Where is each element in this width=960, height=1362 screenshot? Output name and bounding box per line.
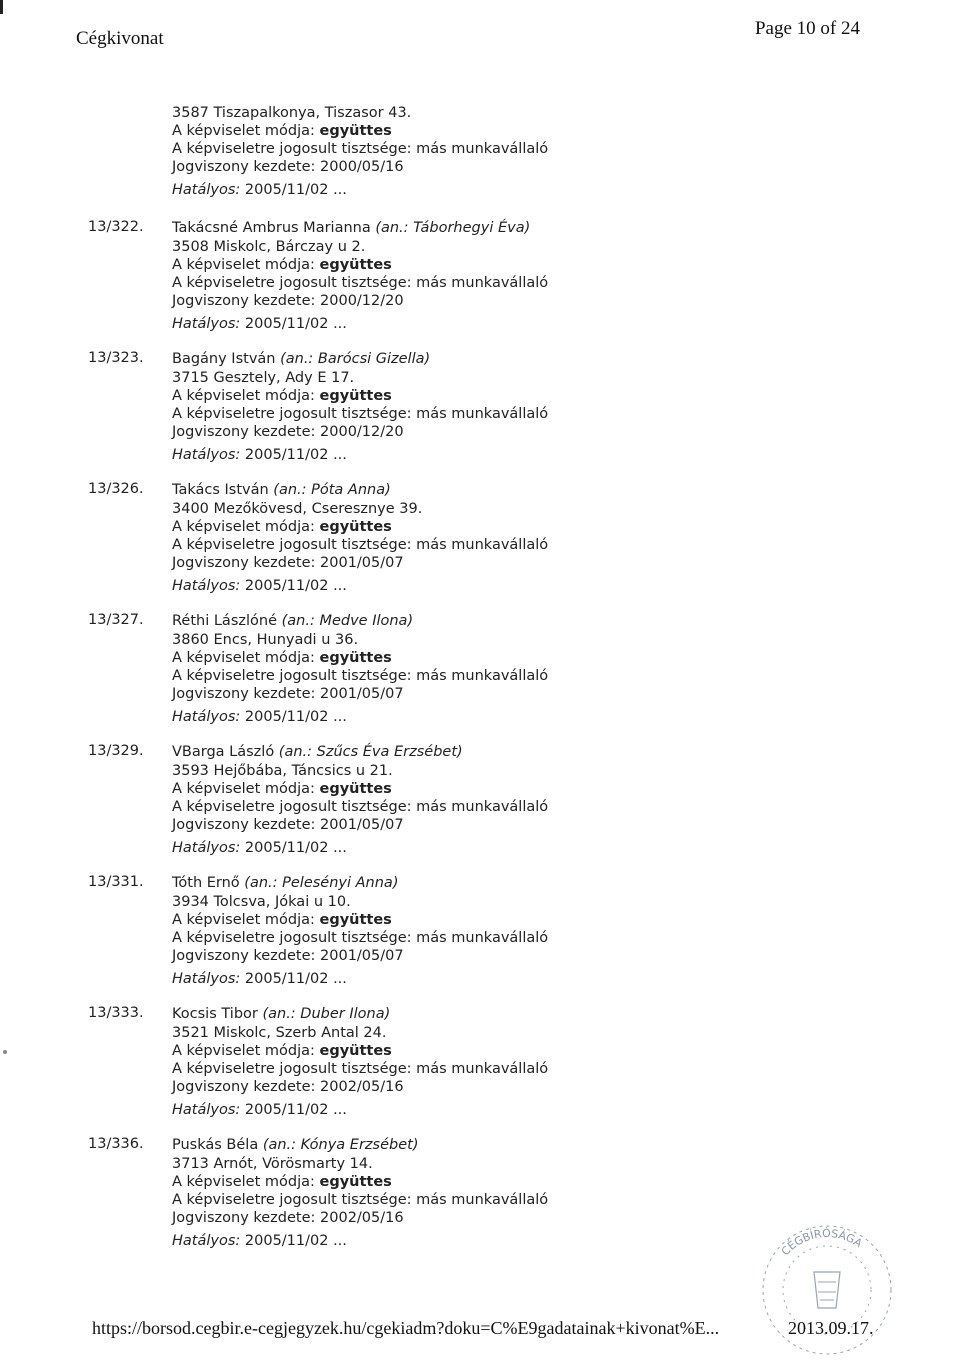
representation-mode: A képviselet módja: együttes [172, 781, 392, 797]
entry-number: 13/329. [88, 743, 144, 759]
entitled-position: A képviseletre jogosult tisztsége: más munkavállaló [172, 141, 549, 157]
representation-mode-value: együttes [319, 519, 392, 535]
scan-speck [3, 1050, 7, 1054]
valid-from: Hatályos: 2005/11/02 ... [172, 578, 347, 594]
entry-number: 13/336. [88, 1136, 144, 1152]
entry-number: 13/333. [88, 1005, 144, 1021]
representation-mode: A képviselet módja: együttes [172, 650, 392, 666]
representation-mode-value: együttes [319, 1043, 392, 1059]
person-line [172, 1005, 548, 1023]
mother-name: (an.: Pelesényi Anna) [244, 875, 399, 891]
valid-from: Hatályos: 2005/11/02 ... [172, 316, 347, 332]
valid-from: Hatályos: 2005/11/02 ... [172, 447, 347, 463]
employment-start: Jogviszony kezdete: 2000/12/20 [172, 293, 404, 309]
address: 3593 Hejőbába, Táncsics u 21. [172, 763, 393, 779]
entry-details [172, 743, 548, 857]
representation-mode: A képviselet módja: együttes [172, 519, 392, 535]
person-name: Bagány István [172, 351, 276, 367]
representation-mode-value: együttes [319, 388, 392, 404]
representation-mode: A képviselet módja: együttes [172, 1043, 392, 1059]
address: 3400 Mezőkövesd, Cseresznye 39. [172, 501, 423, 517]
representation-mode-value: együttes [319, 123, 392, 139]
entitled-position: A képviseletre jogosult tisztsége: más munkavállaló [172, 1061, 549, 1077]
employment-start: Jogviszony kezdete: 2000/12/20 [172, 424, 404, 440]
entry-number: 13/331. [88, 874, 144, 890]
employment-start: Jogviszony kezdete: 2001/05/07 [172, 948, 404, 964]
employment-start: Jogviszony kezdete: 2001/05/07 [172, 555, 404, 571]
entitled-position: A képviseletre jogosult tisztsége: más munkavállaló [172, 930, 549, 946]
address: 3508 Miskolc, Bárczay u 2. [172, 239, 366, 255]
mother-name: (an.: Barócsi Gizella) [280, 351, 431, 367]
representation-mode-value: együttes [319, 1174, 392, 1190]
person-line [172, 743, 548, 761]
entitled-position: A képviseletre jogosult tisztsége: más munkavállaló [172, 537, 549, 553]
representation-mode: A képviselet módja: együttes [172, 123, 392, 139]
entry-number: 13/326. [88, 481, 144, 497]
entry-details [172, 481, 548, 595]
continued-entry [172, 104, 548, 199]
person-line [172, 1136, 548, 1154]
employment-start: Jogviszony kezdete: 2002/05/16 [172, 1210, 404, 1226]
employment-start: Jogviszony kezdete: 2001/05/07 [172, 817, 404, 833]
person-line [172, 219, 548, 237]
representation-mode: A képviselet módja: együttes [172, 1174, 392, 1190]
entitled-position: A képviseletre jogosult tisztsége: más munkavállaló [172, 406, 549, 422]
document-title: Cégkivonat [76, 28, 164, 49]
address: 3860 Encs, Hunyadi u 36. [172, 632, 359, 648]
print-date: 2013.09.17. [788, 1318, 874, 1338]
entitled-position: A képviseletre jogosult tisztsége: más munkavállaló [172, 1192, 549, 1208]
representation-mode-value: együttes [319, 912, 392, 928]
mother-name: (an.: Táborhegyi Éva) [375, 220, 531, 236]
entry-number: 13/323. [88, 350, 144, 366]
person-name: Kocsis Tibor [172, 1006, 258, 1022]
valid-from: Hatályos: 2005/11/02 ... [172, 1233, 347, 1249]
person-name: VBarga László [172, 744, 275, 760]
entry-number: 13/327. [88, 612, 144, 628]
person-name: Takácsné Ambrus Marianna [172, 220, 371, 236]
address: 3713 Arnót, Vörösmarty 14. [172, 1156, 373, 1172]
entitled-position: A képviseletre jogosult tisztsége: más munkavállaló [172, 668, 549, 684]
person-line [172, 612, 548, 630]
mother-name: (an.: Póta Anna) [273, 482, 391, 498]
person-line [172, 350, 548, 368]
court-seal-stamp [752, 1212, 902, 1362]
svg-text:CÉGBÍRÓSÁGA: CÉGBÍRÓSÁGA [778, 1226, 865, 1259]
mother-name: (an.: Kónya Erzsébet) [262, 1137, 419, 1153]
page-indicator: Page 10 of 24 [754, 18, 860, 39]
entry-details [172, 612, 548, 726]
representation-mode-value: együttes [319, 257, 392, 273]
person-line [172, 481, 548, 499]
scan-edge-mark [0, 0, 3, 14]
mother-name: (an.: Medve Ilona) [281, 613, 414, 629]
representation-mode-value: együttes [319, 781, 392, 797]
person-line [172, 874, 548, 892]
employment-start: Jogviszony kezdete: 2001/05/07 [172, 686, 404, 702]
employment-start: Jogviszony kezdete: 2002/05/16 [172, 1079, 404, 1095]
valid-from: Hatályos: 2005/11/02 ... [172, 1102, 347, 1118]
entry-details [172, 874, 548, 988]
representation-mode: A képviselet módja: együttes [172, 388, 392, 404]
entry-details [172, 350, 548, 464]
valid-from: Hatályos: 2005/11/02 ... [172, 709, 347, 725]
entry-details [172, 1005, 548, 1119]
mother-name: (an.: Szűcs Éva Erzsébet) [278, 744, 463, 760]
mother-name: (an.: Duber Ilona) [262, 1006, 391, 1022]
valid-from: Hatályos: 2005/11/02 ... [172, 971, 347, 987]
entry-details [172, 219, 548, 333]
address: 3587 Tiszapalkonya, Tiszasor 43. [172, 105, 412, 121]
representation-mode: A képviselet módja: együttes [172, 257, 392, 273]
person-name: Puskás Béla [172, 1137, 259, 1153]
entry-details [172, 1136, 548, 1250]
person-name: Tóth Ernő [172, 875, 240, 891]
address: 3934 Tolcsva, Jókai u 10. [172, 894, 351, 910]
address: 3521 Miskolc, Szerb Antal 24. [172, 1025, 387, 1041]
person-name: Takács István [172, 482, 269, 498]
representation-mode-value: együttes [319, 650, 392, 666]
entitled-position: A képviseletre jogosult tisztsége: más munkavállaló [172, 275, 549, 291]
entitled-position: A képviseletre jogosult tisztsége: más munkavállaló [172, 799, 549, 815]
representation-mode: A képviselet módja: együttes [172, 912, 392, 928]
source-url: https://borsod.cegbir.e-cegjegyzek.hu/cgekiadm?doku=C%E9gadatainak+kivonat%E... [92, 1318, 720, 1338]
address: 3715 Gesztely, Ady E 17. [172, 370, 355, 386]
person-name: Réthi Lászlóné [172, 613, 277, 629]
valid-from: Hatályos: 2005/11/02 ... [172, 840, 347, 856]
employment-start: Jogviszony kezdete: 2000/05/16 [172, 159, 404, 175]
entry-number: 13/322. [88, 219, 144, 235]
valid-from: Hatályos: 2005/11/02 ... [172, 182, 347, 198]
